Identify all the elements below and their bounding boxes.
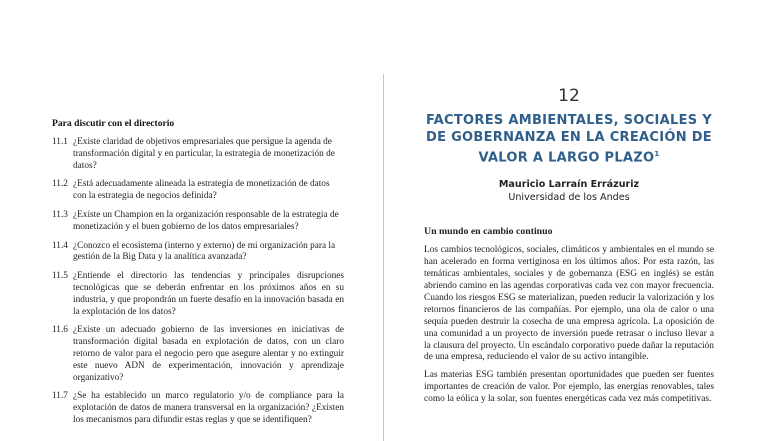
author-name: Mauricio Larraín Errázuriz [498, 179, 640, 191]
chapter-title-text: FACTORES AMBIENTALES, SOCIALES Y DE GOBERNANZA EN LA CREACIÓN DE VALOR A LARGO PLAZO [425, 113, 713, 166]
question-number: 11.7 [52, 391, 68, 402]
question-number: 11.1 [52, 137, 68, 147]
body-paragraph: Los cambios tecnológicos, sociales, climáticos y ambientales en el mundo se han acelerado en forma vertiginosa en los últimos años. Por esta razón, las temáticas ambientales, sociales y de gobernanza (ESG en inglés) se están abriendo camino en las agendas corporativas cada vez con mayor frecuencia. Cuando los riesgos ESG se materializan, pueden reducir la valorización y los retornos financieros de las compañías. Por ejemplo, una ola de calor o una sequía pueden destruir la cosecha de una empresa agrícola. La oposición de una comunidad a un proyecto de inversión puede retrasar o incluso llevar a la clausura del proyecto. Un escándalo corporativo puede dañar la reputación de una empresa, reduciendo el valor de su activo intangible. [424, 245, 714, 363]
question-item [52, 391, 344, 426]
author-affiliation: Universidad de los Andes [508, 192, 630, 204]
title-footnote-marker: 1 [654, 150, 660, 158]
right-page [424, 86, 714, 406]
body-paragraph: Las materias ESG también presentan oportunidades que pueden ser fuentes importantes de creación de valor. Por ejemplo, las energías renovables, tales como la eólica y la solar, son fuentes energéticas cada vez más competitivas. [424, 370, 714, 405]
question-item [52, 179, 344, 203]
question-item [52, 241, 344, 265]
question-item [52, 137, 344, 172]
chapter-title [424, 112, 714, 166]
question-text: ¿Conozco el ecosistema (interno y externo) de mi organización para la gestión de la Big Data y la analítica avanzada? [73, 240, 336, 263]
question-item [52, 271, 344, 318]
chapter-number: 12 [558, 86, 580, 106]
question-number: 11.2 [52, 179, 68, 190]
left-page [52, 118, 344, 434]
question-number: 11.4 [52, 240, 68, 251]
discussion-heading: Para discutir con el directorio [52, 118, 175, 129]
section-heading: Un mundo en cambio continuo [424, 226, 553, 238]
question-number: 11.3 [52, 209, 68, 220]
question-text: ¿Existe claridad de objetivos empresariales que persigue la agenda de transformación digital y en particular, la estrategia de monetización de datos? [73, 137, 335, 171]
question-text: ¿Existe un adecuado gobierno de las inversiones en iniciativas de transformación digital basada en explotación de datos, con un claro retorno de valor para el negocio pero que asegure alentar y no extinguir este nuevo ADN de experimentación, innovación y aprendizaje organizativo? [73, 325, 344, 383]
question-text: ¿Está adecuadamente alineada la estrategia de monetización de datos con la estrategia de negocios definida? [73, 179, 330, 202]
question-number: 11.5 [52, 271, 68, 282]
question-text: ¿Entiende el directorio las tendencias y principales disrupciones tecnológicas que se deberán enfrentar en los próximos años en su industria, y que propondrán un fuerte desafío en la innovación basada en la explotación de los datos? [73, 271, 344, 317]
question-number: 11.6 [52, 325, 68, 336]
question-item [52, 210, 344, 234]
question-text: ¿Se ha establecido un marco regulatorio y/o de compliance para la explotación de datos de manera transversal en la organización? ¿Existen los mecanismos para difundir estas reglas y que se identifiquen? [73, 391, 344, 425]
question-text: ¿Existe un Champion en la organización responsable de la estrategia de monetización y el buen gobierno de los datos empresariales? [73, 209, 339, 232]
question-item [52, 325, 344, 384]
page-gutter [383, 74, 384, 441]
